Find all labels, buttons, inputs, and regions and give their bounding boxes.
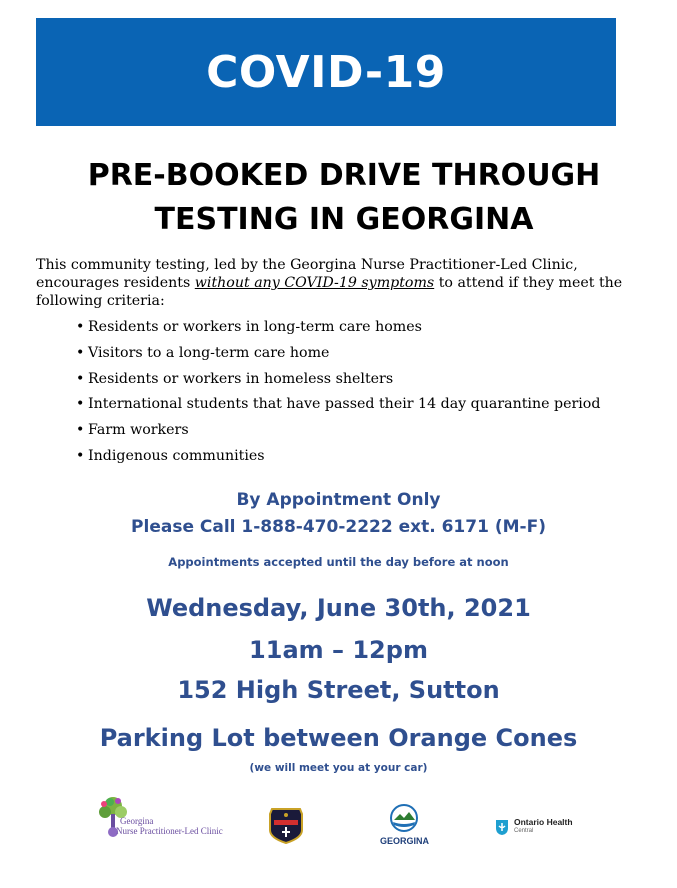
covid-banner <box>36 18 616 126</box>
event-location: Parking Lot between Orange Cones <box>99 724 578 752</box>
bullet-icon: • <box>76 319 85 335</box>
criteria-list <box>76 318 600 473</box>
list-item: • Farm workers <box>76 422 189 439</box>
event-location-note: (we will meet you at your car) <box>249 762 428 774</box>
georgina-logo <box>380 804 428 848</box>
sponsor-logos <box>0 790 677 850</box>
list-item: • Residents or workers in long-term care homes <box>76 319 422 335</box>
georgina-label: GEORGINA <box>380 836 430 846</box>
bullet-icon: • <box>76 422 85 439</box>
ontario-health-name: Ontario Health <box>514 817 573 827</box>
list-item: • Residents or workers in homeless shelters <box>76 370 394 387</box>
appointment-phone: Please Call 1-888-470-2222 ext. 6171 (M-F) <box>131 517 546 537</box>
bullet-icon: • <box>76 344 85 361</box>
banner-title: COVID-19 <box>206 46 446 98</box>
intro-text-before: This community testing, led by the Georgina Nurse Practitioner-Led Clinic, encourages residents <box>36 257 578 291</box>
bullet-icon: • <box>76 370 85 387</box>
event-address: 152 High Street, Sutton <box>177 676 500 704</box>
event-date: Wednesday, June 30th, 2021 <box>146 594 531 622</box>
headline-line-1: PRE-BOOKED DRIVE THROUGH <box>87 158 601 193</box>
appointment-note: Appointments accepted until the day before at noon <box>168 555 509 569</box>
clinic-logo <box>96 794 226 844</box>
ontario-health-logo <box>494 816 584 840</box>
georgina-emblem-icon <box>390 804 418 832</box>
clinic-name-line-1: Georgina <box>120 816 154 826</box>
bullet-icon: • <box>76 396 85 413</box>
intro-text-after: to attend if they meet the following criteria: <box>36 275 623 309</box>
intro-paragraph <box>36 256 656 310</box>
bullet-icon: • <box>76 447 85 464</box>
list-item: • International students that have passed their 14 day quarantine period <box>76 396 601 413</box>
list-item: • Indigenous communities <box>76 447 265 464</box>
intro-emphasis: without any COVID-19 symptoms <box>194 275 435 291</box>
paramedic-badge-icon <box>268 806 304 844</box>
paramedic-badge-logo <box>268 806 304 844</box>
headline-line-2: TESTING IN GEORGINA <box>154 202 534 237</box>
clinic-name-line-2: Nurse Practitioner-Led Clinic <box>116 826 223 836</box>
event-time: 11am – 12pm <box>249 636 428 664</box>
appointment-heading: By Appointment Only <box>236 490 441 510</box>
ontario-trillium-icon <box>494 818 510 836</box>
list-item: • Visitors to a long-term care home <box>76 344 330 361</box>
ontario-health-region: Central <box>514 828 534 834</box>
